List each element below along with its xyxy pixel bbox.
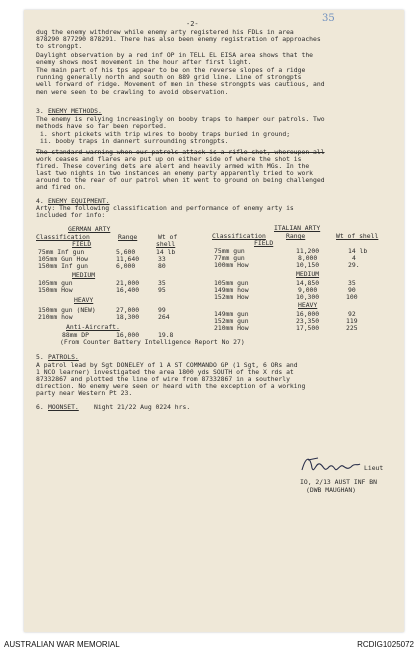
german-cell: 95 (158, 286, 166, 294)
german-cell: 5,600 (116, 248, 136, 256)
italian-header-range: Range (286, 232, 306, 240)
section-3-line: last two nights in two instances an enemy party apparently tried to work (36, 169, 314, 177)
german-source-note: (From Counter Battery Intelligence Report No 27) (60, 338, 245, 346)
italian-cell: 152mm gun (214, 317, 249, 325)
italian-cell: 11,200 (296, 247, 320, 255)
signature-line-2: (DWB MAUGHAN) (306, 486, 357, 494)
german-cell: 6,000 (116, 262, 136, 270)
archive-name: AUSTRALIAN WAR MEMORIAL (4, 640, 120, 649)
section-3-line: fired. These covering dets are alert and heavily armed with MGs. In the (36, 162, 310, 170)
italian-cell: 10,300 (296, 293, 320, 301)
section-5-line: party near Western Pt 23. (36, 389, 133, 397)
italian-cell: 23,350 (296, 317, 320, 325)
section-4-line: included for info: (36, 211, 106, 219)
german-cell: 105mm Gun How (38, 255, 89, 263)
german-cell: 16,000 (116, 331, 140, 339)
italian-cell: 100 (346, 293, 358, 301)
intro-line: dug the enemy withdrew while enemy arty registered his FDLs in area (36, 28, 294, 36)
section-5-line: 87332867 and plotted the line of wire from 87332867 in a southerly (36, 375, 290, 383)
intro-line: well forward of ridge. Movement of men in these strongpts was cautious, and (36, 80, 325, 88)
section-5-line: A patrol lead by Sgt DONELEY of 1 A ST COMMANDO GP (1 Sgt, 6 ORs and (36, 361, 298, 369)
italian-cell: 29. (348, 261, 360, 269)
german-cell: 19.8 (158, 331, 174, 339)
german-header-range: Range (118, 233, 138, 241)
page-number: -2- (186, 20, 199, 28)
intro-line: to strongpt. (36, 42, 83, 50)
section-3-line: methods have so far been reported. (36, 122, 167, 130)
italian-header-classification: Classification (212, 232, 266, 240)
german-aa-label: Anti-Aircraft. (66, 323, 120, 331)
intro-line: men were seen to be crawling to avoid observation. (36, 88, 229, 96)
german-medium-label: MEDIUM (72, 271, 96, 279)
section-3-line: and fired on. (36, 183, 87, 191)
italian-cell: 75mm gun (214, 247, 245, 255)
section-4-number: 4. (36, 197, 44, 205)
archive-reference: RCDIG1025072 (357, 640, 414, 649)
german-cell: 18,300 (116, 313, 140, 321)
folio-stamp: 35 (322, 13, 335, 24)
section-3-number: 3. (36, 107, 44, 115)
section-6-heading: MOONSET. (48, 403, 79, 411)
signature-rank: Lieut (364, 464, 384, 472)
italian-cell: 210mm How (214, 324, 249, 332)
german-header-wt-shell: shell (156, 240, 176, 248)
section-4-line: Arty: The following classification and performance of enemy arty is (36, 204, 294, 212)
german-cell: 150mm gun (NEW) (38, 306, 96, 314)
intro-line: enemy shows most movement in the hour after first light. (36, 58, 252, 66)
section-5-line: 1 NCO learner) investigated the area 1800 yds SOUTH of the X rds at (36, 368, 294, 376)
section-3-heading: ENEMY METHODS. (48, 107, 102, 115)
german-cell: 21,000 (116, 279, 140, 287)
italian-cell: 119 (346, 317, 358, 325)
german-cell: 33 (158, 255, 166, 263)
italian-field-label: FIELD (254, 239, 274, 247)
german-header-classification: Classification (36, 233, 90, 241)
italian-cell: 149mm gun (214, 310, 249, 318)
german-cell: 80 (158, 262, 166, 270)
german-cell: 35 (158, 279, 166, 287)
struck-out-line: The standard warning when our patrols attack is a rifle shot, whereupon all (36, 148, 325, 156)
section-3-line: i. short pickets with trip wires to booby traps buried in ground; (40, 130, 291, 138)
section-5-number: 5. (36, 353, 44, 361)
italian-cell: 90 (348, 286, 356, 294)
italian-medium-label: MEDIUM (296, 270, 320, 278)
german-cell: 99 (158, 306, 166, 314)
section-6-number: 6. (36, 403, 44, 411)
section-3-line: around to the rear of our patrol when it went to ground on being challenged (36, 176, 325, 184)
german-cell: 210mm how (38, 313, 73, 321)
section-3-line: The enemy is relying increasingly on booby traps to hamper our patrols. Two (36, 115, 325, 123)
section-5-line: direction. No enemy were seen or heard with the exception of a working (36, 382, 306, 390)
italian-cell: 9,000 (298, 286, 318, 294)
signature-line-1: IO, 2/13 AUST INF BN (300, 478, 377, 486)
italian-cell: 77mm gun (214, 254, 245, 262)
italian-cell: 92 (348, 310, 356, 318)
section-3-line: ii. booby traps in dannert surrounding strongpts. (40, 137, 229, 145)
italian-cell: 105mm gun (214, 279, 249, 287)
handwritten-signature (300, 452, 362, 478)
german-cell: 75mm Inf gun (38, 248, 85, 256)
german-header-wt: Wt of (158, 233, 178, 241)
italian-cell: 35 (348, 279, 356, 287)
german-cell: 150mm How (38, 286, 73, 294)
section-4-heading: ENEMY EQUIPMENT. (48, 197, 110, 205)
section-5-heading: PATROLS. (48, 353, 79, 361)
intro-line: 878290 877290 878291. There has also been enemy registration of approaches (36, 35, 321, 43)
german-heavy-label: HEAVY (74, 296, 94, 304)
german-cell: 105mm gun (38, 279, 73, 287)
german-cell: 27,000 (116, 306, 140, 314)
italian-table-title: ITALIAN ARTY (274, 224, 321, 232)
section-3-line: work ceases and flares are put up on either side of where the shot is (36, 155, 302, 163)
italian-heavy-label: HEAVY (298, 301, 318, 309)
german-cell: 16,400 (116, 286, 140, 294)
intro-line: Daylight observation by a red inf OP in TELL EL EISA area shows that the (36, 51, 314, 59)
italian-cell: 8,000 (298, 254, 318, 262)
italian-cell: 16,000 (296, 310, 320, 318)
german-cell: 11,640 (116, 255, 140, 263)
italian-cell: 100mm How (214, 261, 249, 269)
intro-line: running generally north and south on 889 grid line. Line of strongpts (36, 73, 302, 81)
italian-cell: 14,850 (296, 279, 320, 287)
german-cell: 264 (158, 313, 170, 321)
italian-cell: 149mm how (214, 286, 249, 294)
german-table-title: GERMAN ARTY (68, 225, 111, 233)
german-cell: 88mm DP (62, 331, 89, 339)
section-6-text: Night 21/22 Aug 0224 hrs. (94, 403, 191, 411)
german-cell: 14 lb (156, 248, 176, 256)
italian-cell: 152mm How (214, 293, 249, 301)
archive-footer (0, 638, 420, 654)
intro-line: The main part of his tps appear to be on the reverse slopes of a ridge (36, 66, 306, 74)
italian-cell: 17,500 (296, 324, 320, 332)
italian-header-wt: Wt of shell (336, 232, 379, 240)
italian-cell: 14 lb (348, 247, 368, 255)
german-field-label: FIELD (72, 240, 92, 248)
italian-cell: 225 (346, 324, 358, 332)
german-cell: 150mm Inf gun (38, 262, 89, 270)
italian-cell: 10,150 (296, 261, 320, 269)
italian-cell: 4 (352, 254, 356, 262)
